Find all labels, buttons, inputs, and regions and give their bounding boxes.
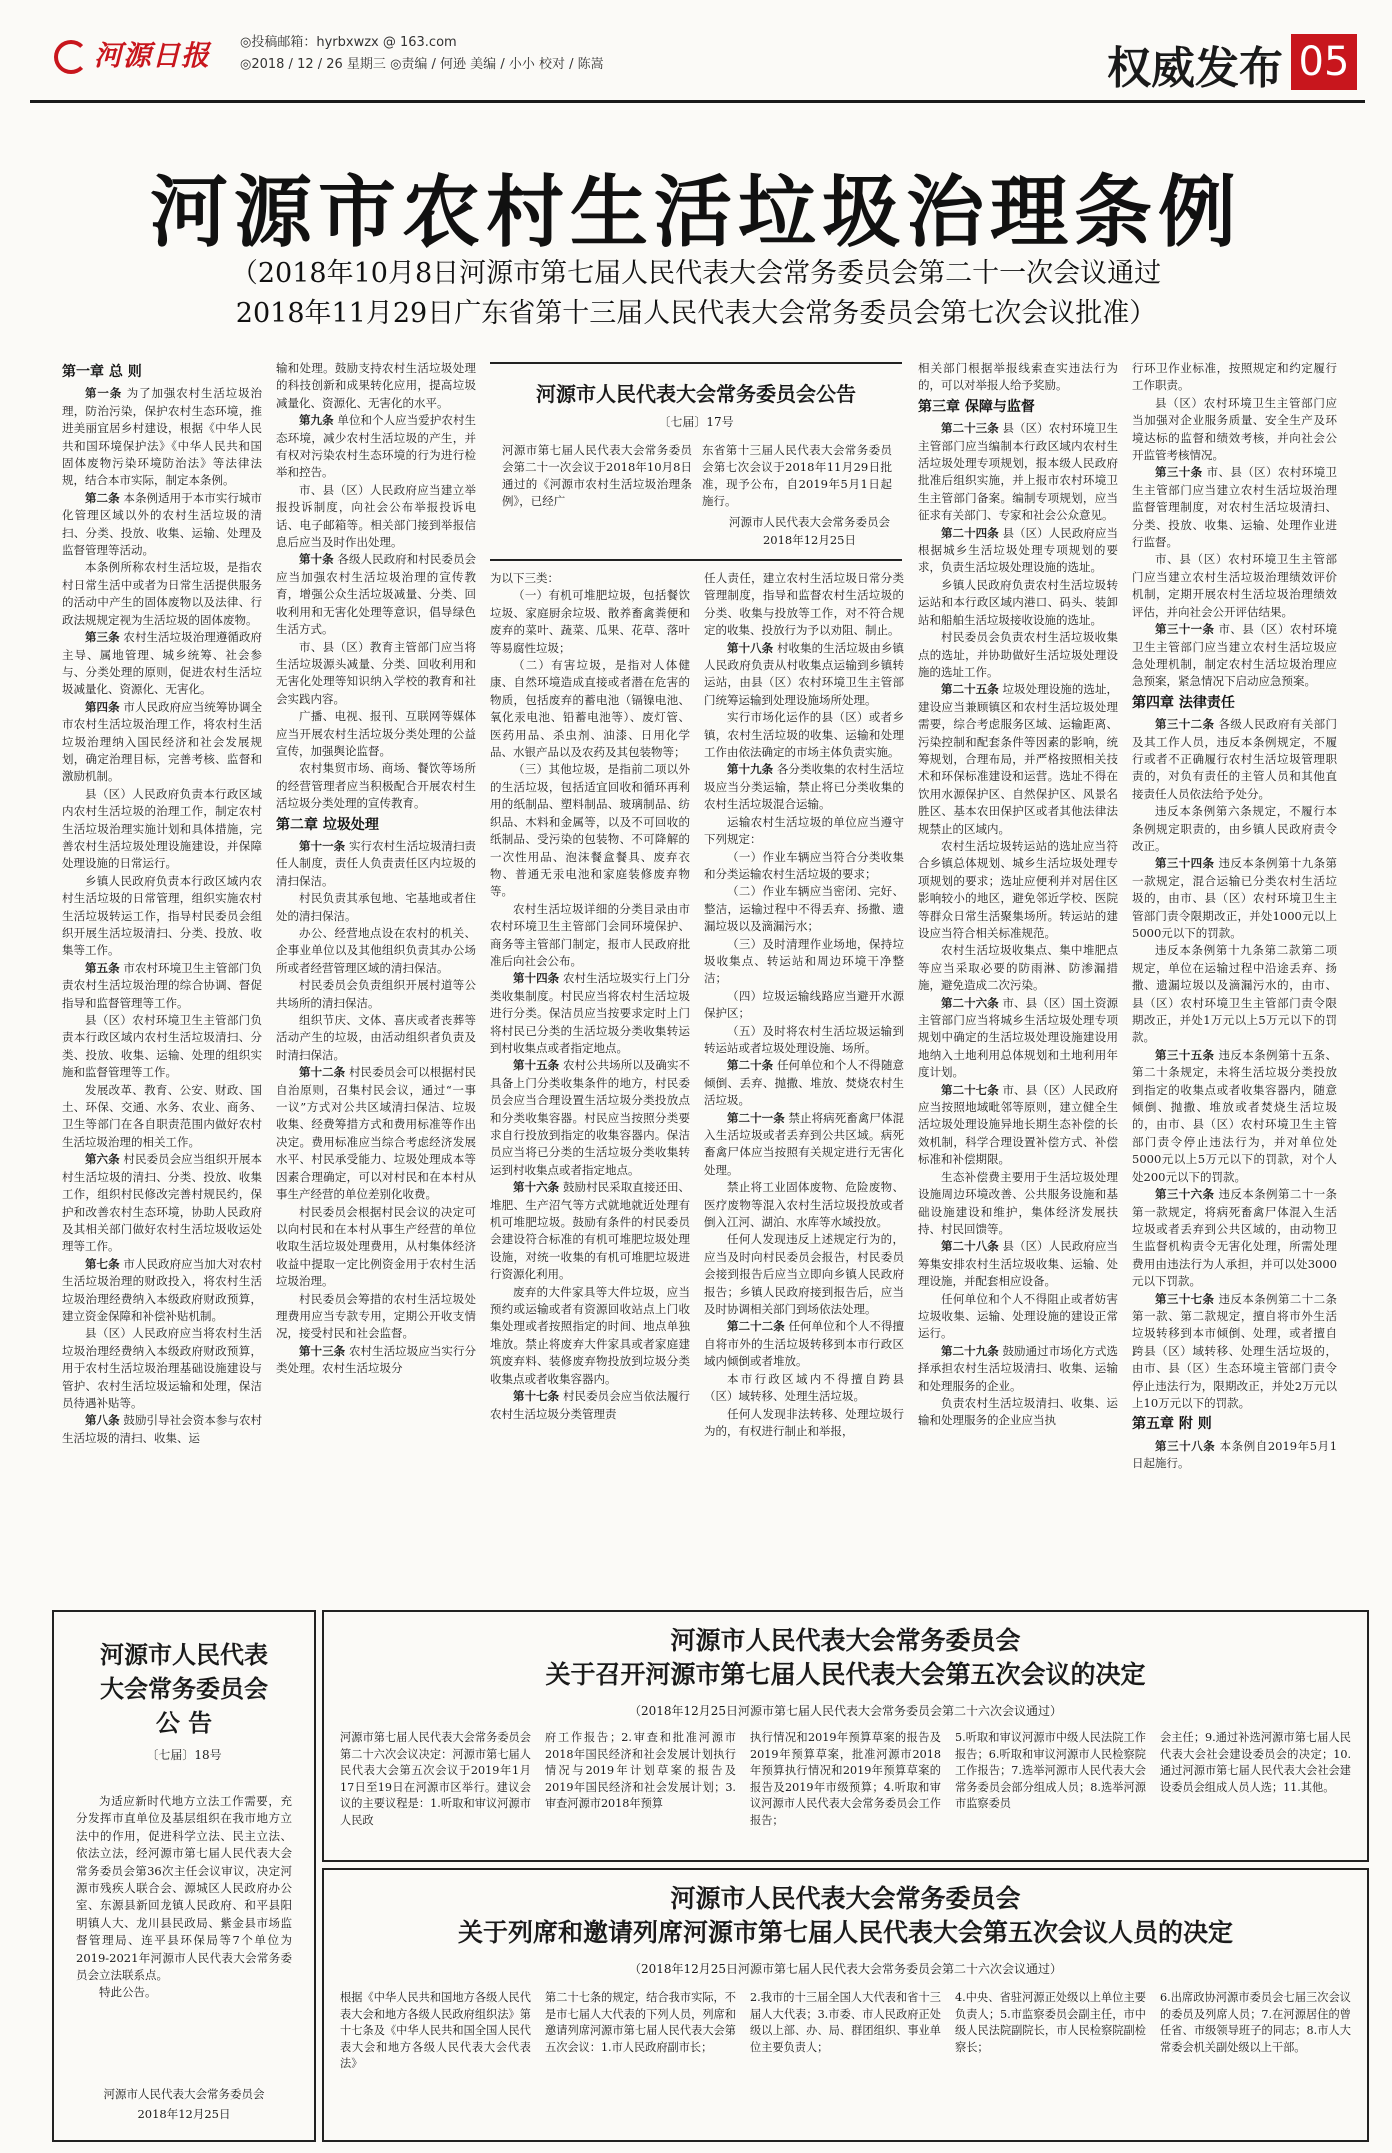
article-paragraph: 发展改革、教育、公安、财政、国土、环保、交通、水务、农业、商务、卫生等部门在各自职责范围内做好农村生活垃圾治理的相关工作。	[62, 1082, 262, 1149]
article-paragraph: 本市行政区域内不得擅自跨县（区）域转移、处理生活垃圾。	[704, 1371, 904, 1404]
article-paragraph: 第三十五条 违反本条例第十五条、第二十条规定，未将生活垃圾分类投放到指定的收集点或者收集容器内，随意倾倒、抛撒、堆放或者焚烧生活垃圾的，由市、县（区）农村环境卫生主管部门责令停止违法行为，并对单位处5000元以上5万元以下的罚款，对个人处200元以下的罚款。	[1132, 1047, 1337, 1184]
article-paragraph: 禁止将工业固体废物、危险废物、医疗废物等混入农村生活垃圾投放或者倒入江河、湖泊、水库等水域投放。	[704, 1180, 904, 1230]
article-paragraph: 第十二条 村民委员会可以根据村民自治原则，召集村民会议，通过“一事一议”方式对公共区域清扫保洁、垃圾收集、经费筹措方式和费用标准等作出决定。费用标准应当综合考虑经济发展水平、村民承受能力、垃圾处理成本等因素合理确定，可以对村民和在本村从事生产经营的单位差别化收费。	[276, 1065, 476, 1202]
decision-subtitle: （2018年12月25日河源市第七届人民代表大会常务委员会第二十六次会议通过）	[628, 1704, 1063, 1718]
decision-body	[340, 1730, 1351, 1829]
article-paragraph: 村民委员会负责农村生活垃圾收集点的选址，并协助做好生活垃圾处理设施的选址工作。	[918, 630, 1118, 679]
article-column-5	[918, 360, 1118, 1572]
article-paragraph: 广播、电视、报刊、互联网等媒体应当开展农村生活垃圾分类处理的公益宣传，加强舆论监督。	[276, 709, 476, 758]
article-paragraph: 运输农村生活垃圾的单位应当遵守下列规定：	[704, 814, 904, 847]
notice-18-number: 〔七届〕18号	[146, 1748, 222, 1762]
notice-paragraph: 特此公告。	[99, 1985, 157, 2000]
article-column-6	[1132, 360, 1337, 1572]
notice-18-body	[76, 1793, 292, 2002]
article-column-1	[62, 360, 262, 1572]
article-paragraph: 村民负责其承包地、宅基地或者住处的清扫保洁。	[276, 891, 476, 923]
article-paragraph: 市、县（区）农村环境卫生主管部门应当建立农村生活垃圾治理绩效评价机制，定期开展农村生活垃圾治理绩效评估，并向社会公开评估结果。	[1132, 552, 1337, 619]
article-column-3	[490, 570, 690, 1572]
article-paragraph: 第三十条 市、县（区）农村环境卫生主管部门应当建立农村生活垃圾治理监督管理制度，对农村生活垃圾清扫、分类、投放、收集、运输、处理作业进行监督。	[1132, 465, 1337, 550]
title-line: 河源市人民代表大会常务委员会	[670, 1626, 1021, 1655]
article-paragraph: 负责农村生活垃圾清扫、收集、运输和处理服务的企业应当执	[918, 1395, 1118, 1428]
headline-subtitle	[0, 254, 1392, 334]
article-paragraph: 乡镇人民政府负责农村生活垃圾转运站和本行政区域内港口、码头、装卸站和船舶生活垃圾接收设施的选址。	[918, 577, 1118, 627]
decision-column: 河源市第七届人民代表大会常务委员会第二十六次会议决定：河源市第七届人民代表大会第五次会议于2019年1月17日至19日在河源市区举行。建议会议的主要议程是：1.听取和审议河源市人民政	[340, 1731, 531, 1827]
list-item: （四）垃圾运输线路应当避开水源保护区；	[704, 988, 904, 1021]
notice-17-body-right: 东省第十三届人民代表大会常务委员会第七次会议于2018年11月29日批准，现予公布，自2019年5月1日起施行。	[702, 443, 892, 508]
page-number: 05	[1291, 34, 1357, 90]
title-line: 大会常务委员会	[100, 1675, 268, 1703]
decision-column: 5.听取和审议河源市中级人民法院工作报告；6.听取和审议河源市人民检察院工作报告；7.选举河源市人民代表大会常务委员会部分组成人员；8.选举河源市监察委员	[955, 1731, 1146, 1810]
article-paragraph: 第二十二条 任何单位和个人不得擅自将市外的生活垃圾转移到本市行政区域内倾倒或者堆放。	[704, 1319, 904, 1369]
article-paragraph: 第三十四条 违反本条例第十九条第一款规定，混合运输已分类农村生活垃圾的，由市、县（区）农村环境卫生主管部门责令限期改正，并处1000元以上5000元以下的罚款。	[1132, 856, 1337, 940]
decision-column: 第二十七条的规定，结合我市实际，不是市七届人大代表的下列人员，列席和邀请列席河源市第七届人民代表大会第五次会议：1.市人民政府副市长；	[545, 1991, 736, 2054]
decision-column: 2.我市的十三届全国人大代表和省十三届人大代表；3.市委、市人民政府正处级以上部、办、局、群团组织、事业单位主要负责人；	[750, 1991, 941, 2054]
article-paragraph: 县（区）人民政府负责本行政区域内农村生活垃圾的治理工作，制定农村生活垃圾治理实施计划和具体措施，完善农村生活垃圾处理设施建设，并保障处理设施的日常运行。	[62, 786, 262, 871]
article-paragraph: 第四条 市人民政府应当统筹协调全市农村生活垃圾治理工作，将农村生活垃圾治理纳入国民经济和社会发展规划，确定治理目标，完善考核、监督和激励机制。	[62, 699, 262, 784]
article-paragraph: 第三条 农村生活垃圾治理遵循政府主导、属地管理、城乡统筹、社会参与、分类处理的原则，促进农村生活垃圾减量化、资源化、无害化。	[62, 630, 262, 697]
article-paragraph: 任何人发现违反上述规定行为的，应当及时向村民委员会报告，村民委员会接到报告后应当立即向乡镇人民政府报告；乡镇人民政府接到报告后，应当及时协调相关部门到场依法处理。	[704, 1232, 904, 1317]
notice-17-signature	[729, 513, 890, 549]
article-paragraph: 村民委员会根据村民会议的决定可以向村民和在本村从事生产经营的单位收取生活垃圾处理费用，从村集体经济收益中提取一定比例资金用于农村生活垃圾治理。	[276, 1204, 476, 1289]
list-item: （三）其他垃圾，是指前二项以外的生活垃圾，包括适宜回收和循环再利用的纸制品、塑料制品、玻璃制品、纺织品、木料和金属等，以及不可回收的纸制品、受污染的包装物、不可降解的一次性用品、泡沫餐盒餐具、废弃衣物、普通无汞电池和家庭装修废弃物等。	[490, 762, 690, 899]
article-paragraph: 第二十四条 县（区）人民政府应当根据城乡生活垃圾处理专项规划的要求，负责生活垃圾处理设施的选址。	[918, 525, 1118, 575]
title-line: 关于召开河源市第七届人民代表大会第五次会议的决定	[545, 1660, 1146, 1689]
article-paragraph: 乡镇人民政府负责本行政区域内农村生活垃圾的日常管理，组织实施农村生活垃圾转运工作，指导村民委员会组织开展生活垃圾清扫、分类、投放、收集等工作。	[62, 873, 262, 958]
article-paragraph: 第九条 单位和个人应当爱护农村生态环境，减少农村生活垃圾的产生，并有权对污染农村生态环境的行为进行检举和控告。	[276, 413, 476, 480]
article-paragraph: 第三十六条 违反本条例第二十一条第一款规定，将病死畜禽尸体混入生活垃圾或者丢弃到公共区域的，由动物卫生监督机构责令无害化处理，所需处理费用由违法行为人承担，并可以处3000元以下罚款。	[1132, 1187, 1337, 1289]
newspaper-logo	[54, 34, 210, 74]
section-name: 权威发布	[1107, 43, 1283, 94]
list-item: （一）有机可堆肥垃圾，包括餐饮垃圾、家庭厨余垃圾、散养畜禽粪便和废弃的菜叶、蔬菜、瓜果、花草、落叶等易腐性垃圾；	[490, 588, 690, 655]
article-paragraph: 第十一条 实行农村生活垃圾清扫责任人制度，责任人负责责任区内垃圾的清扫保洁。	[276, 838, 476, 888]
signature-org: 河源市人民代表大会常务委员会	[103, 2087, 265, 2101]
article-paragraph: 市、县（区）教育主管部门应当将生活垃圾源头减量、分类、回收利用和无害化处理等知识纳入学校的教育和社会实践内容。	[276, 639, 476, 706]
article-paragraph: 任何人发现非法转移、处理垃圾行为的，有权进行制止和举报，	[704, 1406, 904, 1438]
logo-swirl-icon	[54, 40, 88, 74]
decision-column: 府工作报告；2.审查和批准河源市2018年国民经济和社会发展计划执行情况与2019年计划草案的报告及2019年国民经济和社会发展计划；3.审查河源市2018年预算	[545, 1731, 736, 1810]
article-paragraph: 县（区）人民政府应当将农村生活垃圾治理经费纳入本级政府财政预算，用于农村生活垃圾治理基础设施建设与管护、农村生活垃圾运输和处理，保洁员待遇补贴等。	[62, 1326, 262, 1410]
article-paragraph: 第十五条 农村公共场所以及确实不具备上门分类收集条件的地方，村民委员会应当合理设置生活垃圾分类投放点和分类收集容器。村民应当按照分类要求自行投放到指定的收集容器内。保洁员应当将已分类的生活垃圾分类收集转运到村收集点或者指定地点。	[490, 1058, 690, 1177]
article-paragraph: 第二十九条 鼓励通过市场化方式选择承担农村生活垃圾清扫、收集、运输和处理服务的企业。	[918, 1343, 1118, 1393]
article-paragraph: 本条例所称农村生活垃圾，是指农村日常生活中或者为日常生活提供服务的活动中产生的固体废物以及法律、行政法规规定视为生活垃圾的固体废物。	[62, 560, 262, 627]
masthead-meta	[240, 32, 604, 76]
signature-date: 2018年12月25日	[762, 533, 857, 547]
article-paragraph: 第十条 各级人民政府和村民委员会应当加强农村生活垃圾治理的宣传教育，增强公众生活垃圾减量、分类、回收利用和无害化处理等意识，倡导绿色生活方式。	[276, 552, 476, 637]
article-paragraph: 县（区）农村环境卫生主管部门应当加强对企业服务质量、安全生产及环境达标的监督和绩效考核，并向社会公开监管考核情况。	[1132, 395, 1337, 463]
article-paragraph: 市、县（区）人民政府应当建立举报投诉制度，向社会公布举报投诉电话、电子邮箱等。相关部门接到举报信息后应当及时作出处理。	[276, 482, 476, 550]
chapter-heading: 第二章 垃圾处理	[276, 816, 379, 833]
article-column-2	[276, 360, 476, 1572]
article-paragraph: 农村生活垃圾收集点、集中堆肥点等应当采取必要的防雨淋、防渗漏措施，避免造成二次污染。	[918, 943, 1118, 993]
decision-title	[324, 1882, 1367, 1950]
subtitle-line: 2018年11月29日广东省第十三届人民代表大会常务委员会第七次会议批准）	[235, 298, 1157, 329]
decision-fifth-session-box	[322, 1610, 1369, 1862]
title-line: 河源市人民代表大会常务委员会	[670, 1884, 1021, 1913]
article-paragraph: 第三十一条 市、县（区）农村环境卫生主管部门应当建立农村生活垃圾应急处理机制，制定农村生活垃圾治理应急预案，紧急情况下启动应急预案。	[1132, 622, 1337, 689]
title-line: 公 告	[155, 1709, 213, 1737]
article-paragraph: 第八条 鼓励引导社会资本参与农村生活垃圾的清扫、收集、运	[62, 1413, 262, 1445]
list-item: （三）及时清理作业场地，保持垃圾收集点、转运站和周边环境干净整洁；	[704, 936, 904, 986]
article-paragraph: 第二十三条 县（区）农村环境卫生主管部门应当编制本行政区域内农村生活垃圾处理专项规划，报本级人民政府批准后组织实施，并上报市农村环境卫生主管部门备案。编制专项规划，应当征求有关部门、专家和社会公众意见。	[918, 421, 1118, 523]
article-paragraph: 违反本条例第十九条第二款第二项规定，单位在运输过程中沿途丢弃、扬撒、遗漏垃圾以及滴漏污水的，由市、县（区）农村环境卫生主管部门责令限期改正，并处1万元以上5万元以下的罚款。	[1132, 943, 1337, 1045]
article-paragraph: 第十六条 鼓励村民采取直接还田、堆肥、生产沼气等方式就地就近处理有机可堆肥垃圾。鼓励有条件的村民委员会建设符合标准的有机可堆肥垃圾处理设施，对统一收集的有机可堆肥垃圾进行资源化利用。	[490, 1180, 690, 1282]
list-item: （二）有害垃圾，是指对人体健康、自然环境造成直接或者潜在危害的物质，包括废弃的蓄电池（镉镍电池、氧化汞电池、铅蓄电池等）、废灯管、医药用品、杀虫剂、油漆、日用化学品、水银产品以及农药及其包装物等；	[490, 658, 690, 760]
article-paragraph: 第十九条 各分类收集的农村生活垃圾应当分类运输，禁止将已分类收集的农村生活垃圾混合运输。	[704, 762, 904, 812]
article-paragraph: 第二十七条 市、县（区）人民政府应当按照地域毗邻等原则，建立健全生活垃圾处理设施异地长期生态补偿的长效机制，科学合理设置补偿方式、补偿标准和补偿期限。	[918, 1082, 1118, 1167]
article-paragraph: 第一条 为了加强农村生活垃圾治理，防治污染，保护农村生态环境，推进美丽宜居乡村建设，根据《中华人民共和国环境保护法》《中华人民共和国固体废物污染环境防治法》等法律法规，结合本市实际，制定本条例。	[62, 386, 262, 488]
notice-17-box	[490, 362, 902, 561]
article-paragraph: 第五条 市农村环境卫生主管部门负责农村生活垃圾治理的综合协调、督促指导和监督管理等工作。	[62, 960, 262, 1010]
decision-attendees-box	[322, 1868, 1369, 2142]
decision-column: 根据《中华人民共和国地方各级人民代表大会和地方各级人民政府组织法》第十七条及《中华人民共和国全国人民代表大会和地方各级人民代表大会代表法》	[340, 1991, 531, 2070]
article-paragraph: 输和处理。鼓励支持农村生活垃圾处理的科技创新和成果转化应用，提高垃圾减量化、资源化、无害化的水平。	[276, 361, 476, 410]
list-item: （一）作业车辆应当符合分类收集和分类运输农村生活垃圾的要求；	[704, 849, 904, 881]
article-paragraph: 第二十条 任何单位和个人不得随意倾倒、丢弃、抛撒、堆放、焚烧农村生活垃圾。	[704, 1058, 904, 1108]
article-paragraph: 第二十五条 垃圾处理设施的选址，建设应当兼顾镇区和农村生活垃圾处理需要，综合考虑服务区域、运输距离、污染控制和配套条件等因素的影响，统筹规划，合理布局，并严格按照相关技术和环保标准建设和运营。选址不得在饮用水源保护区、自然保护区、风景名胜区、基本农田保护区或者其他法律法规禁止的区域内。	[918, 682, 1118, 836]
article-paragraph: 第三十二条 各级人民政府有关部门及其工作人员，违反本条例规定，不履行或者不正确履行农村生活垃圾管理职责的，对负有责任的主管人员和其他直接责任人员依法给予处分。	[1132, 717, 1337, 801]
article-paragraph: 第十四条 农村生活垃圾实行上门分类收集制度。村民应当将农村生活垃圾进行分类。保洁员应当按要求定时上门将村民已分类的生活垃圾分类收集转运到村收集点或者指定地点。	[490, 971, 690, 1055]
article-paragraph: 生态补偿费主要用于生活垃圾处理设施周边环境改善、公共服务设施和基础设施建设和维护，集体经济发展扶持、村民回馈等。	[918, 1169, 1118, 1236]
logo-text: 河源日报	[94, 39, 211, 72]
article-paragraph: 第二条 本条例适用于本市实行城市化管理区域以外的农村生活垃圾的清扫、分类、投放、收集、运输、处理及监督管理等活动。	[62, 490, 262, 558]
notice-18-box	[52, 1610, 316, 2142]
article-paragraph: 第十七条 村民委员会应当依法履行农村生活垃圾分类管理责	[490, 1389, 690, 1421]
issue-info: ◎2018 / 12 / 26 星期三 ◎责编 / 何逊 美编 / 小小 校对 / 陈嵩	[240, 57, 604, 72]
decision-column: 会主任；9.通过补选河源市第七届人民代表大会社会建设委员会的决定；10.通过河源市第七届人民代表大会社会建设委员会组成人员人选；11.其他。	[1160, 1731, 1351, 1794]
article-paragraph: 相关部门根据举报线索查实违法行为的，可以对举报人给予奖励。	[918, 361, 1118, 393]
decision-subtitle: （2018年12月25日河源市第七届人民代表大会常务委员会第二十六次会议通过）	[628, 1962, 1063, 1976]
article-paragraph: 实行市场化运作的县（区）或者乡镇，农村生活垃圾的收集、运输和处理工作由依法确定的市场主体负责实施。	[704, 710, 904, 760]
article-paragraph: 村民委员会筹措的农村生活垃圾处理费用应当专款专用，定期公开收支情况，接受村民和社会监督。	[276, 1291, 476, 1341]
article-column-4	[704, 570, 904, 1572]
decision-column: 6.出席政协河源市委员会七届三次会议的委员及列席人员；7.在河源居住的曾任省、市级领导班子的同志；8.市人大常委会机关副处级以上干部。	[1160, 1991, 1351, 2054]
article-paragraph: 农村生活垃圾转运站的选址应当符合乡镇总体规划、城乡生活垃圾处理专项规划的要求；选址应便利并对居住区影响较小的地区，避免邻近学校、医院等群众日常生活聚集场所。转运站的建设应当符合相关标准规范。	[918, 838, 1118, 940]
submission-email: ◎投稿邮箱：hyrbxwzx @ 163.com	[240, 35, 457, 50]
article-paragraph: 任人责任，建立农村生活垃圾日常分类管理制度，指导和监督农村生活垃圾的分类、收集与投放等工作，对不符合规定的收集、投放行为予以劝阻、制止。	[704, 571, 904, 638]
article-paragraph: 组织节庆、文体、喜庆或者丧葬等活动产生的垃圾，由活动组织者负责及时清扫保洁。	[276, 1013, 476, 1062]
article-paragraph: 第三十八条 本条例自2019年5月1日起施行。	[1132, 1438, 1337, 1471]
notice-paragraph: 为适应新时代地方立法工作需要，充分发挥市直单位及基层组织在我市地方立法中的作用，促进科学立法、民主立法、依法立法，经河源市第七届人民代表大会常务委员会第36次主任会议审议，决定河源市残疾人联合会、源城区人民政府办公室、东源县新回龙镇人民政府、和平县阳明镇人大、龙川县民政局、紫金县市场监督管理局、连平县环保局等7个单位为2019-2021年河源市人民代表大会常务委员会立法联系点。	[76, 1794, 292, 1983]
article-paragraph: 违反本条例第六条规定，不履行本条例规定职责的，由乡镇人民政府责令改正。	[1132, 804, 1337, 853]
article-paragraph: 第十三条 农村生活垃圾应当实行分类处理。农村生活垃圾分	[276, 1343, 476, 1376]
notice-17-title: 河源市人民代表大会常务委员会公告	[536, 382, 856, 406]
title-line: 关于列席和邀请列席河源市第七届人民代表大会第五次会议人员的决定	[457, 1918, 1233, 1947]
chapter-heading: 第四章 法律责任	[1132, 694, 1235, 711]
signature-org: 河源市人民代表大会常务委员会	[729, 515, 890, 529]
article-paragraph: 农村集贸市场、商场、餐饮等场所的经营管理者应当积极配合开展农村生活垃圾分类处理的宣传教育。	[276, 761, 476, 811]
article-paragraph: 第六条 村民委员会应当组织开展本村生活垃圾的清扫、分类、投放、收集工作，组织村民修改完善村规民约，保护和改善农村生态环境，协助人民政府及其相关部门做好农村生活垃圾收运处理等工作。	[62, 1152, 262, 1254]
list-item: （五）及时将农村生活垃圾运输到转运站或者垃圾处理设施、场所。	[704, 1023, 904, 1055]
article-paragraph: 任何单位和个人不得阻止或者妨害垃圾收集、运输、处理设施的建设正常运行。	[918, 1291, 1118, 1341]
decision-title	[324, 1624, 1367, 1692]
page-headline: 河源市农村生活垃圾治理条例	[149, 167, 1242, 258]
list-item: （二）作业车辆应当密闭、完好、整洁，运输过程中不得丢弃、扬撒、遗漏垃圾以及滴漏污水；	[704, 884, 904, 934]
chapter-heading: 第一章 总 则	[62, 364, 142, 380]
title-line: 河源市人民代表	[100, 1641, 268, 1669]
notice-18-title	[54, 1638, 314, 1740]
article-paragraph: 县（区）农村环境卫生主管部门负责本行政区域内农村生活垃圾清扫、分类、投放、收集、运输、处理的组织实施和监督管理等工作。	[62, 1013, 262, 1080]
decision-column: 执行情况和2019年预算草案的报告及2019年预算草案，批准河源市2018年预算执行情况和2019年预算草案的报告及2019年市级预算；4.听取和审议河源市人民代表大会常务委员会工作报告；	[750, 1731, 941, 1827]
article-paragraph: 第二十一条 禁止将病死畜禽尸体混入生活垃圾或者丢弃到公共区域。病死畜禽尸体应当按照有关规定进行无害化处理。	[704, 1110, 904, 1177]
article-paragraph: 农村生活垃圾详细的分类目录由市农村环境卫生主管部门会同环境保护、商务等主管部门制定，报市人民政府批准后向社会公布。	[490, 901, 690, 968]
subtitle-line: （2018年10月8日河源市第七届人民代表大会常务委员会第二十一次会议通过	[230, 258, 1162, 289]
decision-body	[340, 1990, 1351, 2073]
article-paragraph: 办公、经营地点设在农村的机关、企事业单位以及其他组织负责其办公场所或者经营管理区域的清扫保洁。	[276, 926, 476, 975]
chapter-heading: 第三章 保障与监督	[918, 398, 1035, 415]
signature-date: 2018年12月25日	[137, 2107, 231, 2121]
article-paragraph: 第七条 市人民政府应当加大对农村生活垃圾治理的财政投入，将农村生活垃圾治理经费纳入本级政府财政预算，建立资金保障和补偿补贴机制。	[62, 1256, 262, 1323]
article-paragraph: 第十八条 村收集的生活垃圾由乡镇人民政府负责从村收集点运输到乡镇转运站，由县（区）农村环境卫生主管部门统筹运输到处理设施场所处理。	[704, 640, 904, 707]
notice-17-number: 〔七届〕17号	[658, 415, 734, 429]
chapter-heading: 第五章 附 则	[1132, 1416, 1212, 1433]
article-paragraph: 为以下三类：	[490, 571, 559, 585]
article-paragraph: 第二十六条 市、县（区）国土资源主管部门应当将城乡生活垃圾处理专项规划中确定的生活垃圾处理设施建设用地纳入土地利用总体规划和土地利用年度计划。	[918, 995, 1118, 1080]
article-paragraph: 第二十八条 县（区）人民政府应当筹集安排农村生活垃圾收集、运输、处理设施，并配套相应设备。	[918, 1239, 1118, 1289]
notice-18-signature	[54, 2084, 314, 2124]
decision-column: 4.中央、省驻河源正处级以上单位主要负责人；5.市监察委员会副主任，市中级人民法院副院长，市人民检察院副检察长；	[955, 1991, 1146, 2054]
article-paragraph: 村民委员会负责组织开展村道等公共场所的清扫保洁。	[276, 978, 476, 1010]
article-paragraph: 第三十七条 违反本条例第二十二条第一款、第二款规定，擅自将市外生活垃圾转移到本市倾倒、处理，或者擅自跨县（区）域转移、处理生活垃圾的，由市、县（区）生态环境主管部门责令停止违法行为，限期改正，并处2万元以上10万元以下的罚款。	[1132, 1291, 1337, 1410]
notice-17-body-left: 河源市第七届人民代表大会常务委员会第二十一次会议于2018年10月8日通过的《河源市农村生活垃圾治理条例》，已经广	[502, 443, 692, 508]
article-paragraph: 行环卫作业标准，按照规定和约定履行工作职责。	[1132, 361, 1337, 393]
article-paragraph: 废弃的大件家具等大件垃圾，应当预约或运输或者有资源回收站点上门收集处理或者按照指定的时间、地点单独堆放。禁止将废弃大件家具或者家庭建筑废弃料、装修废弃物投放到垃圾分类收集点或者收集容器内。	[490, 1284, 690, 1386]
masthead	[30, 24, 1365, 103]
